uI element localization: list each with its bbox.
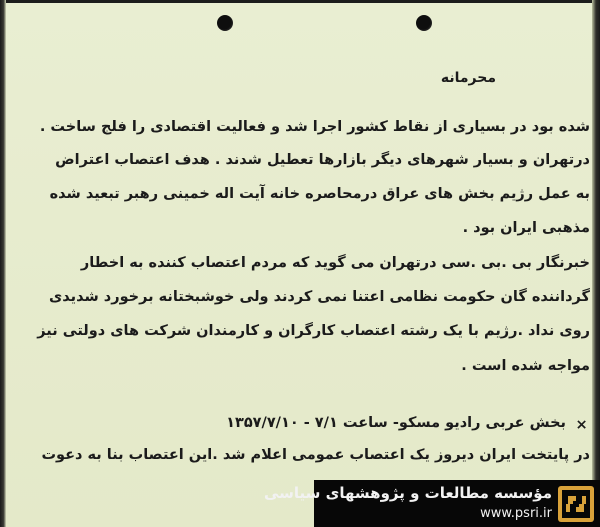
- scan-border-left: [0, 0, 6, 527]
- document-line: به عمل رژیم بخش های عراق درمحاصره خانه آیت اله خمینی رهبر تبعید شده: [49, 186, 590, 202]
- psri-logo-icon: [558, 486, 594, 522]
- document-line: درتهران و بسیار شهرهای دیگر بازارها تعطیل شدند . هدف اعتصاب اعتراض: [55, 152, 590, 168]
- watermark-title: مؤسسه مطالعات و پژوهشهای سیاسی: [263, 484, 552, 502]
- document-line: روی نداد .رژیم با یک رشته اعتصاب کارگران و کارمندان شرکت های دولتی نیز: [37, 323, 590, 339]
- document-line: در پایتخت ایران دیروز یک اعتصاب عمومی اعلام شد .این اعتصاب بنا به دعوت: [41, 447, 590, 463]
- bullet-mark: ×: [575, 417, 588, 433]
- watermark-banner: [263, 480, 600, 527]
- document-line: مواجه شده است .: [461, 358, 590, 374]
- punch-hole-icon: [217, 15, 233, 31]
- scan-border-top: [0, 0, 600, 3]
- watermark-url: www.psri.ir: [480, 506, 552, 521]
- scan-border-right: [592, 0, 600, 527]
- document-heading: محرمانه: [440, 70, 496, 86]
- document-line: مذهبی ایران بود .: [462, 220, 590, 236]
- punch-hole-icon: [416, 15, 432, 31]
- document-line: شده بود در بسیاری از نقاط کشور اجرا شد و فعالیت اقتصادی را فلج ساخت .: [39, 119, 590, 135]
- broadcast-source-line: بخش عربی رادیو مسکو- ساعت ۷/۱ - ۱۳۵۷/۷/۱۰: [226, 415, 566, 431]
- document-line: گرداننده گان حکومت نظامی اعتنا نمی کردند ولی خوشبختانه برخورد شدیدی: [48, 289, 590, 305]
- document-line: خبرنگار بی .بی .سی درتهران می گوید که مردم اعتصاب کننده به اخطار: [80, 255, 590, 271]
- document-line: [18, 413, 588, 433]
